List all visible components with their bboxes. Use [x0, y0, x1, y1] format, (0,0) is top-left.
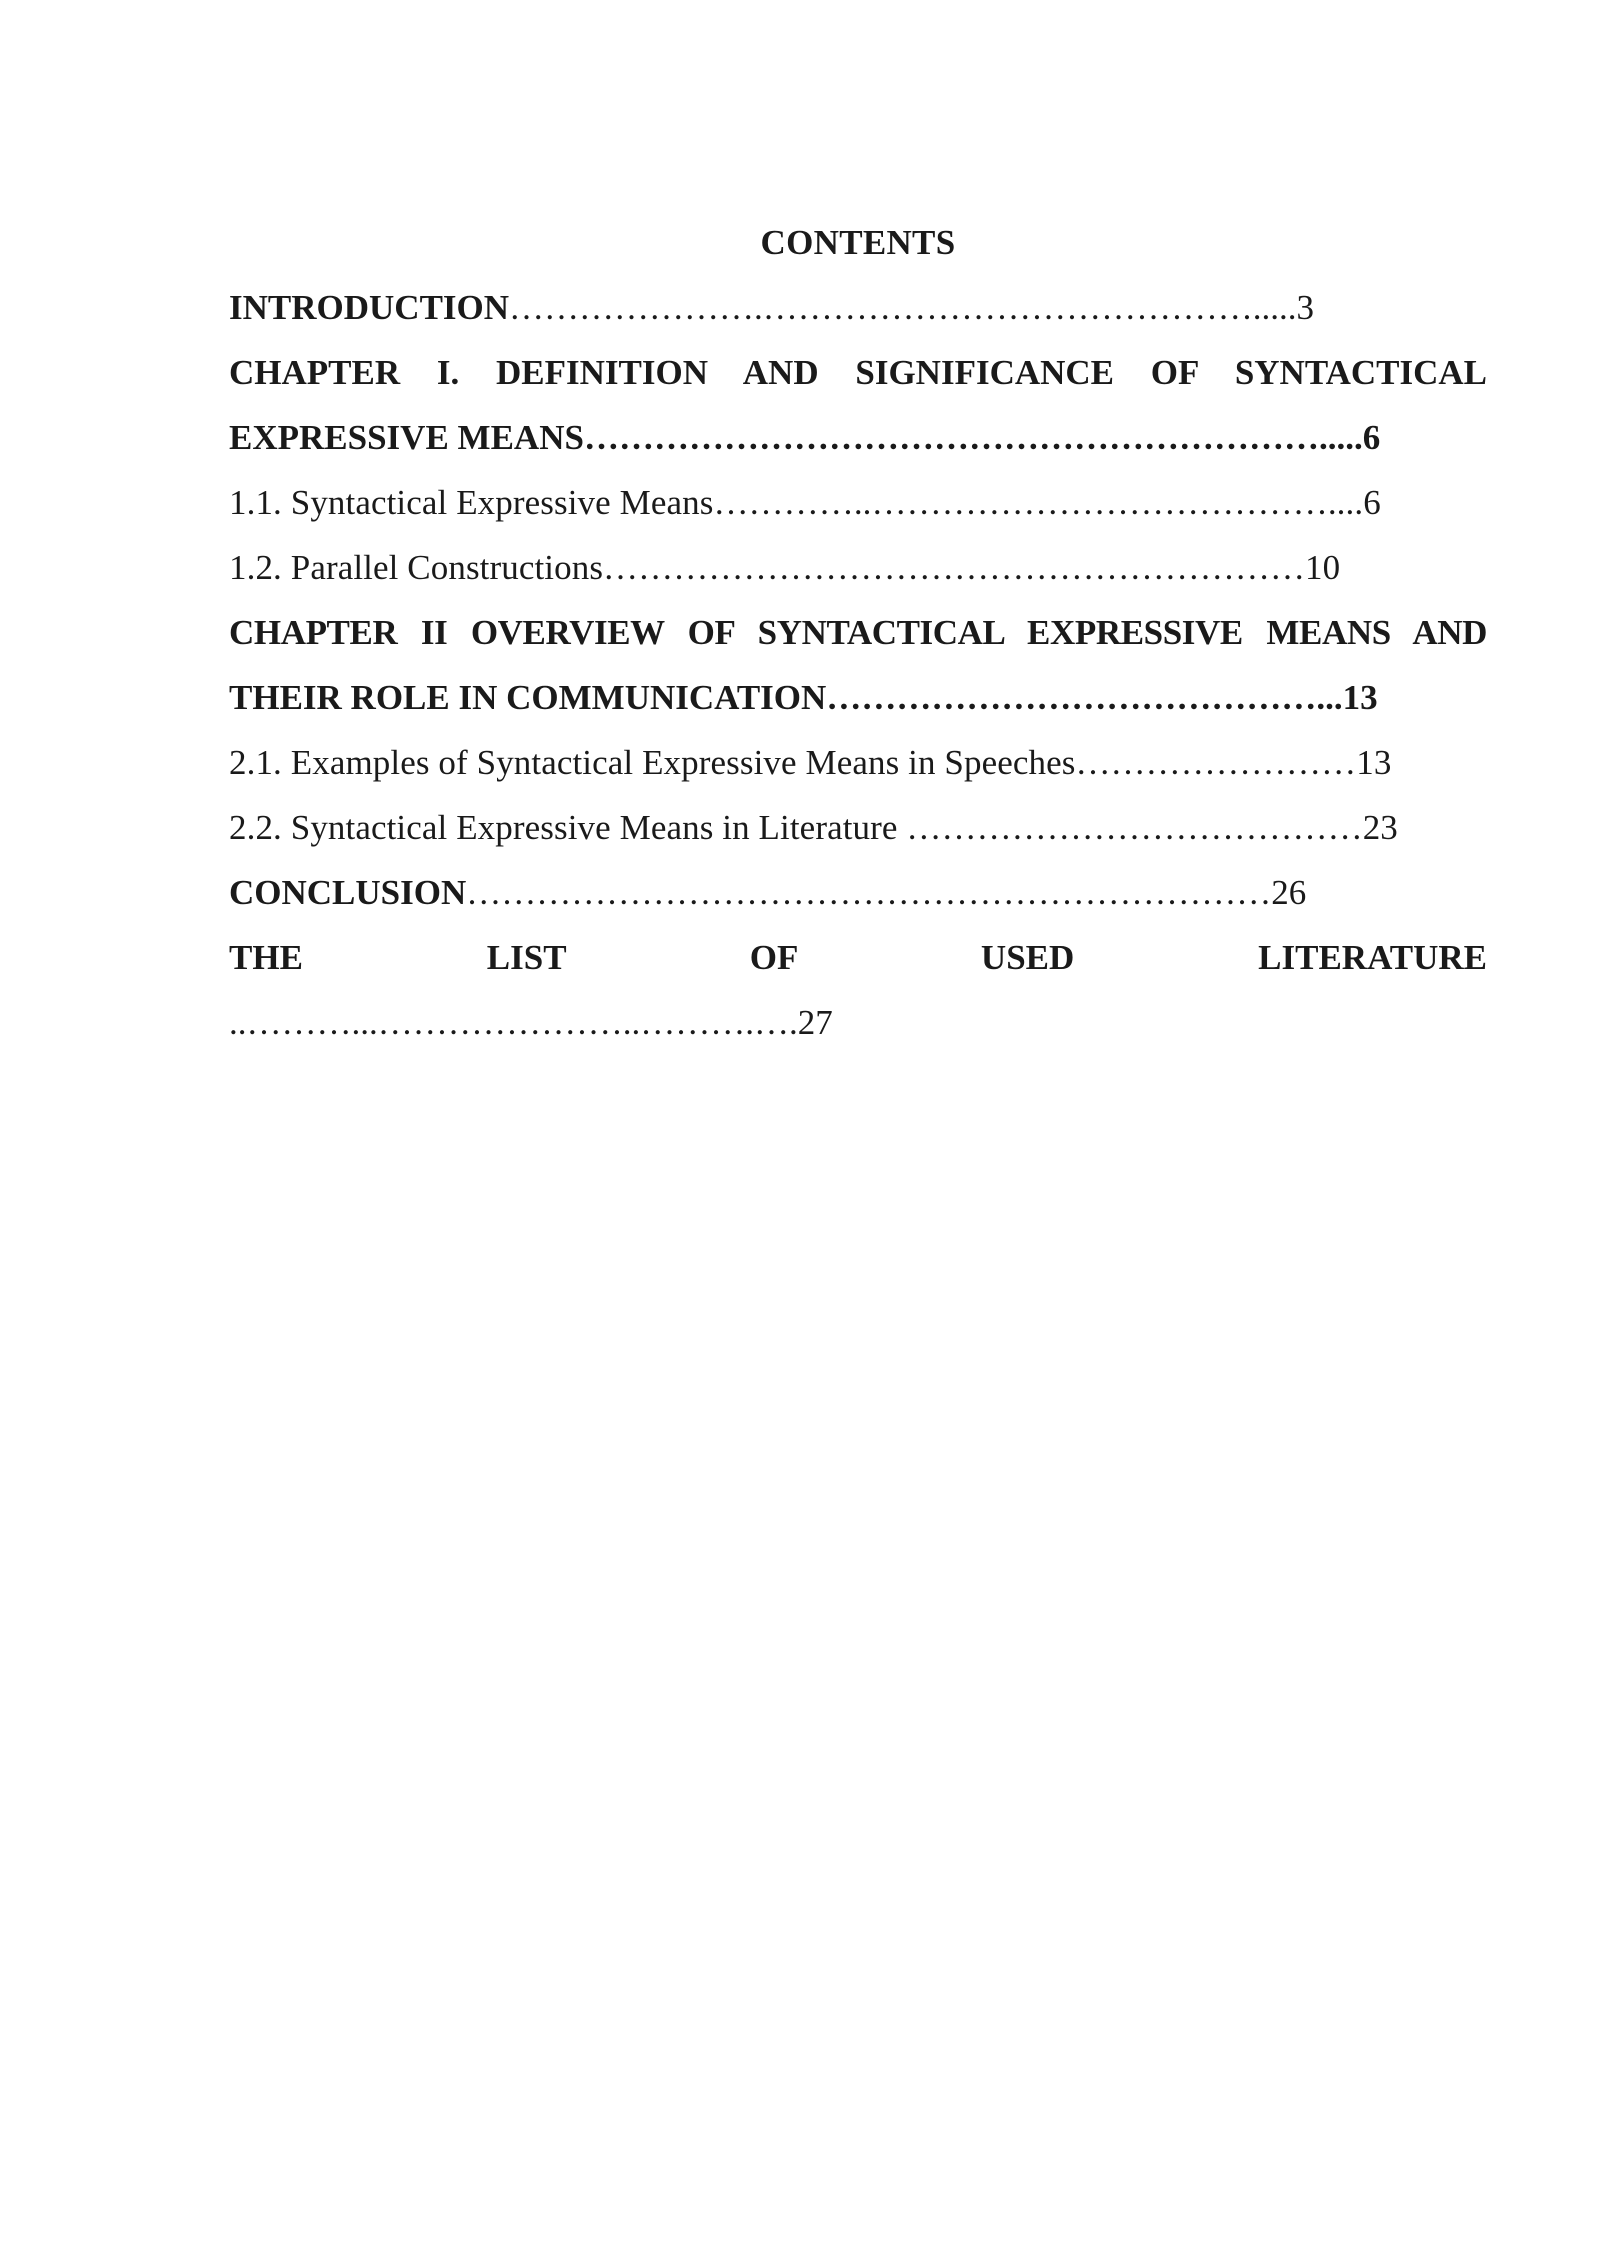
toc-page-number: 26 [1271, 873, 1307, 912]
toc-leader: ..………...…………………..……….…. [229, 1003, 798, 1042]
toc-page-number: 6 [1362, 418, 1381, 457]
toc-leader: ………………………………… [906, 808, 1363, 847]
toc-page-number: 13 [1342, 678, 1378, 717]
toc-page-number: 13 [1356, 743, 1392, 782]
toc-entry-literature: THE LIST OF USED LITERATURE [229, 938, 1487, 977]
toc-entry-text: THEIR ROLE IN COMMUNICATION [229, 678, 827, 717]
toc-entry-text: 1.2. Parallel Constructions [229, 548, 604, 587]
toc-entry-text: EXPRESSIVE MEANS [229, 418, 584, 457]
toc-leader: ……………………………………... [826, 678, 1343, 717]
toc-page-number: 23 [1362, 808, 1398, 847]
toc-entry-1-1 [229, 470, 1487, 535]
toc-leader: ………………………………………………………..... [583, 418, 1363, 457]
toc-entry-text: 2.1. Examples of Syntactical Expressive Means in Speeches [229, 743, 1076, 782]
contents-page [229, 210, 1487, 1055]
contents-title: CONTENTS [760, 223, 956, 262]
toc-entry-literature-cont [229, 990, 1487, 1055]
toc-entry-chapter-2: CHAPTER II OVERVIEW OF SYNTACTICAL EXPRESSIVE MEANS AND [229, 613, 1487, 652]
toc-page-number: 10 [1305, 548, 1341, 587]
toc-entry-text: CONCLUSION [229, 873, 467, 912]
toc-leader: …………………………………………………… [603, 548, 1306, 587]
toc-page-number: 3 [1296, 288, 1315, 327]
toc-leader: …………………… [1075, 743, 1357, 782]
toc-entry-chapter-1: CHAPTER I. DEFINITION AND SIGNIFICANCE OF SYNTACTICAL [229, 353, 1487, 392]
toc-entry-2-1 [229, 730, 1487, 795]
toc-page-number: 6 [1363, 483, 1381, 522]
toc-page-number: 27 [797, 1003, 833, 1042]
toc-entry-conclusion [229, 860, 1487, 925]
toc-leader: …………………………………………………………… [466, 873, 1272, 912]
toc-entry-1-2 [229, 535, 1487, 600]
toc-entry-text: INTRODUCTION [229, 288, 510, 327]
toc-entry-text: 1.1. Syntactical Expressive Means [229, 483, 714, 522]
toc-entry-text: 2.2. Syntactical Expressive Means in Literature [229, 808, 907, 847]
toc-leader: ………………….……………………………………..... [509, 288, 1297, 327]
toc-leader: …………..………………………………….... [713, 483, 1364, 522]
toc-entry-2-2 [229, 795, 1487, 860]
toc-entry-chapter-2-cont [229, 665, 1487, 730]
toc-entry-introduction [229, 275, 1487, 340]
toc-entry-chapter-1-cont [229, 405, 1487, 470]
